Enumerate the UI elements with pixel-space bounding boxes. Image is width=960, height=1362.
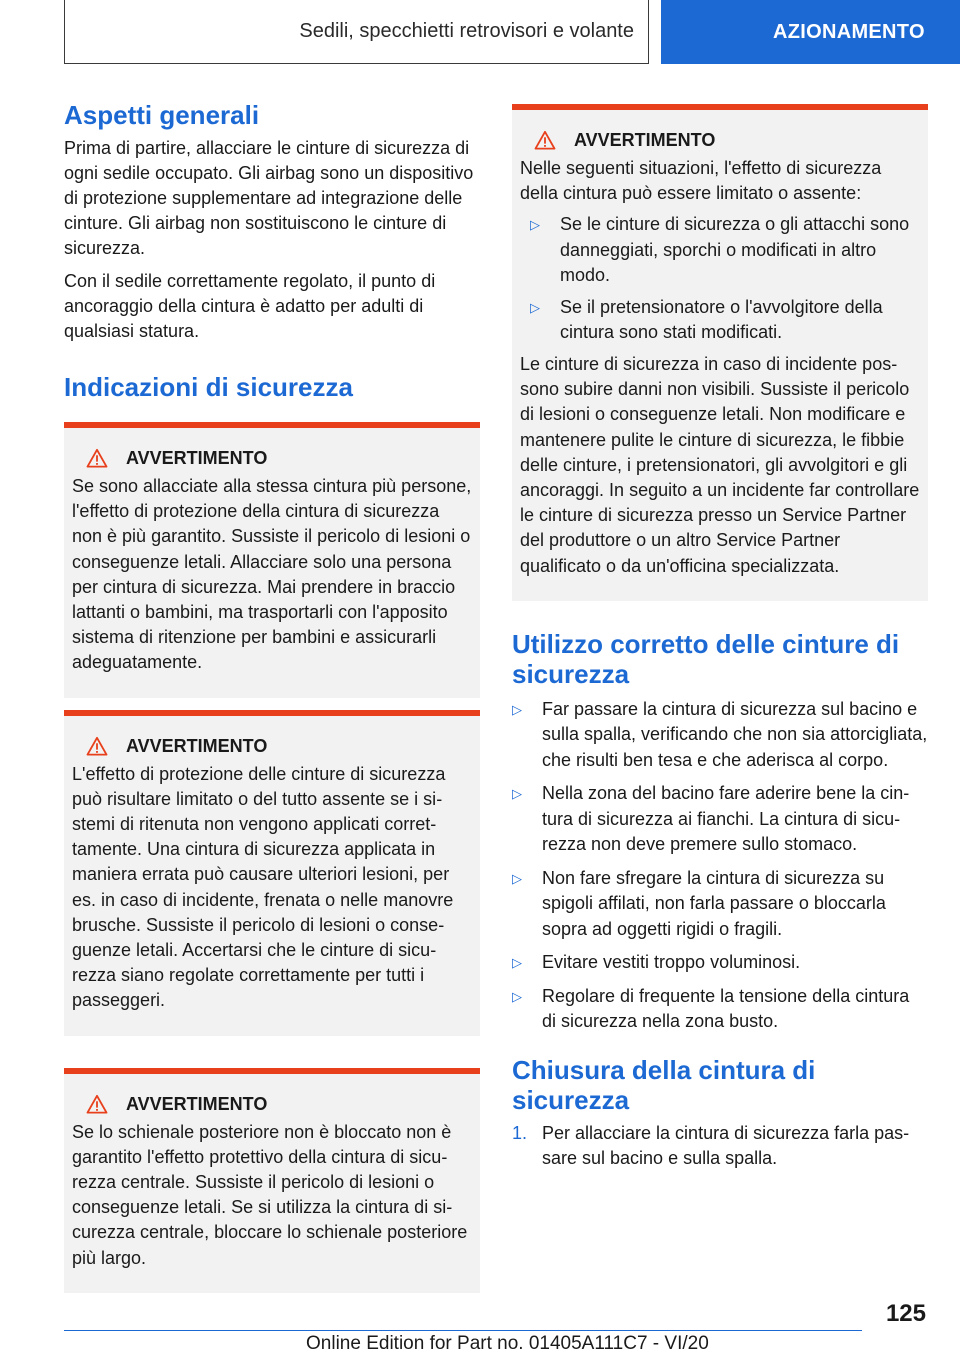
triangle-bullet-icon: ▷ <box>530 299 540 315</box>
warning-box <box>64 710 480 1036</box>
left-column <box>64 100 480 1293</box>
warning-header <box>72 446 472 470</box>
step-item: 1. Per allacciare la cintura di sicurezza farla passare sul bacino e sulla spalla. <box>512 1122 910 1169</box>
footer-edition: Online Edition for Part no. 01405A111C7 - VI/20 <box>306 1333 709 1354</box>
triangle-bullet-icon: ▷ <box>530 217 540 233</box>
list-item: ▷ Non fare sfregare la cintura di sicurezza su spigoli affilati, non farla passare o bloccarla sopra ad oggetti rigidi o fragili. <box>512 867 886 939</box>
warning-box <box>64 1068 480 1293</box>
warning-header <box>520 128 920 152</box>
warning-label: AVVERTIMENTO <box>126 448 268 468</box>
warning-label: AVVERTIMENTO <box>574 130 716 150</box>
heading-indicazioni-sicurezza: Indicazioni di sicurezza <box>64 372 353 402</box>
warning-triangle-icon <box>86 448 108 468</box>
warning-box <box>512 104 928 601</box>
warning-triangle-icon <box>86 736 108 756</box>
warning-text: Se sono allacciate alla stessa cintura più persone, l'effetto di protezione della cintura di sicurezza non è più garantito. Sussiste il pericolo di lesioni o conseguenze letali. Allacciare solo una persona per cintura di sicurezza. Mai prendere in braccio lattanti o bambini, ma trasportarli con l'apposito sistema di ritenzione per bambini e assicurarli adeguatamente. <box>72 476 472 673</box>
warning-label: AVVERTIMENTO <box>126 735 268 756</box>
warning-text: L'effetto di protezione delle cinture di sicurezza può risultare limitato o del tutto assente se i sistemi di ritenuta non vengono applicati correttamente. Una cintura di sicurezza applicata in maniera errata può causare ulteriori lesioni, per es. in caso di incidente, frenata o nelle manovre brusche. Sussiste il pericolo di lesioni o conseguenze letali. Accertarsi che le cinture di sicurezza siano regolate correttamente per tutti i passeggeri. <box>72 763 454 1011</box>
paragraph-general-2: Con il sedile correttamente regolato, il punto di ancoraggio della cintura è adatto per adulti di qualsiasi statura. <box>64 271 436 341</box>
heading-aspetti-generali: Aspetti generali <box>64 100 260 130</box>
step-number: 1. <box>512 1122 528 1143</box>
warning-label: AVVERTIMENTO <box>126 1093 268 1114</box>
warning-list <box>520 212 920 346</box>
footer-divider <box>64 1330 862 1331</box>
warning-triangle-icon <box>534 130 556 150</box>
header-chapter-tab: AZIONAMENTO <box>661 0 960 64</box>
header-section-title: Sedili, specchietti retrovisori e volante <box>64 0 649 64</box>
warning-header <box>72 1092 472 1116</box>
warning-intro: Nelle seguenti situazioni, l'effetto di sicurezza della cintura può essere limitato o assente: <box>520 158 882 204</box>
warning-outro: Le cinture di sicurezza in caso di incidente possono subire danni non visibili. Sussiste il pericolo di lesioni o conseguenze letali. Non modificare e mantenere pulite le cinture di sicurezza, le fibbie delle cinture, i pretensionatori, gli avvolgitori e gli ancoraggi. In seguito a un incidente far controllare le cinture di sicurezza presso un Service Partner del produttore o un altro Service Partner qualificato o da un'officina specializzata. <box>520 353 920 576</box>
warning-header <box>72 734 472 758</box>
warning-text: Se lo schienale posteriore non è bloccato non è garantito l'effetto protettivo della cintura di sicurezza centrale. Sussiste il pericolo di lesioni o conseguenze letali. Se si utilizza la cintura di sicurezza centrale, bloccare lo schienale posteriore più largo. <box>72 1121 468 1268</box>
triangle-bullet-icon: ▷ <box>512 870 522 886</box>
list-item: ▷ Regolare di frequente la tensione della cintura di sicurezza nella zona busto. <box>512 985 910 1032</box>
list-item: ▷ Se il pretensionatore o l'avvolgitore della cintura sono stati modificati. <box>530 296 883 343</box>
warning-box <box>64 422 480 698</box>
triangle-bullet-icon: ▷ <box>512 988 522 1004</box>
list-item: ▷ Se le cinture di sicurezza o gli attacchi sono danneggiati, sporchi o modificati in altro modo. <box>530 214 910 286</box>
page-number: 125 <box>885 1300 926 1327</box>
list-item: ▷ Nella zona del bacino fare aderire bene la cintura di sicurezza ai fianchi. La cintura di sicurezza non deve premere sullo stomaco. <box>512 783 910 855</box>
heading-utilizzo-corretto: Utilizzo corretto delle cinture di sicurezza <box>512 628 900 689</box>
list-item: ▷ Far passare la cintura di sicurezza sul bacino e sulla spalla, verificando che non sia attorcigliata, che risulti ben tesa e che aderisca al corpo. <box>512 698 928 770</box>
list-item: ▷ Evitare vestiti troppo voluminosi. <box>512 950 928 976</box>
right-column <box>512 104 928 1172</box>
triangle-bullet-icon: ▷ <box>512 955 522 971</box>
usage-list <box>512 697 928 1035</box>
triangle-bullet-icon: ▷ <box>512 786 522 802</box>
steps-list <box>512 1121 928 1172</box>
warning-triangle-icon <box>86 1094 108 1114</box>
triangle-bullet-icon: ▷ <box>512 701 522 717</box>
heading-chiusura-cintura: Chiusura della cintura di sicurezza <box>512 1054 816 1115</box>
paragraph-general-1: Prima di partire, allacciare le cinture di sicurezza di ogni sedile occupato. Gli airbag sono un dispositivo di protezione supplementare ad integrazione delle cinture. Gli airbag non sostituiscono le cinture di sicurezza. <box>64 138 474 258</box>
